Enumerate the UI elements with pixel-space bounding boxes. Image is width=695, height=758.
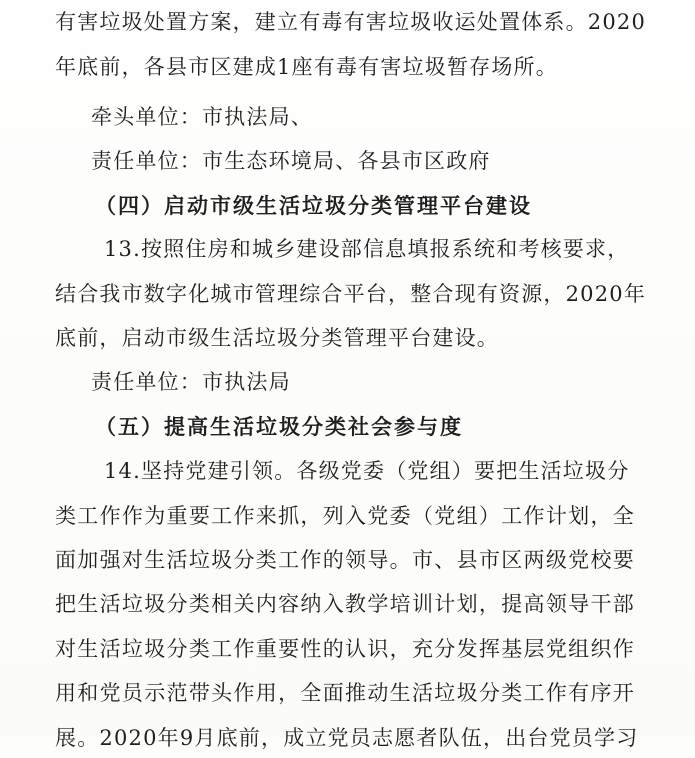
item-14-text-line: 14.坚持党建引领。各级党委（党组）要把生活垃圾分 bbox=[104, 459, 630, 483]
lead-unit-line: 牵头单位：市执法局、 bbox=[91, 105, 313, 129]
body-text-line: 类工作作为重要工作来抓，列入党委（党组）工作计划，全 bbox=[55, 504, 635, 528]
body-text-line: 面加强对生活垃圾分类工作的领导。市、县市区两级党校要 bbox=[55, 548, 635, 572]
body-text-line: 有害垃圾处置方案，建立有毒有害垃圾收运处置体系。2020 bbox=[55, 10, 647, 34]
body-text-line: 展。2020年9月底前，成立党员志愿者队伍，出台党员学习 bbox=[55, 726, 639, 750]
responsible-unit-line: 责任单位：市执法局 bbox=[91, 370, 291, 394]
section-heading-five: （五）提高生活垃圾分类社会参与度 bbox=[95, 415, 463, 439]
body-text-line: 结合我市数字化城市管理综合平台，整合现有资源，2020年 bbox=[55, 282, 647, 306]
item-13-text-line: 13.按照住房和城乡建设部信息填报系统和考核要求， bbox=[104, 237, 630, 261]
body-text-line: 对生活垃圾分类工作重要性的认识，充分发挥基层党组织作 bbox=[55, 637, 635, 661]
section-heading-four: （四）启动市级生活垃圾分类管理平台建设 bbox=[95, 194, 532, 218]
body-text-line: 底前，启动市级生活垃圾分类管理平台建设。 bbox=[55, 326, 499, 350]
body-text-line: 年底前，各县市区建成1座有毒有害垃圾暂存场所。 bbox=[55, 55, 558, 79]
responsible-unit-line: 责任单位：市生态环境局、各县市区政府 bbox=[91, 149, 491, 173]
body-text-line: 把生活垃圾分类相关内容纳入教学培训计划，提高领导干部 bbox=[55, 592, 635, 616]
body-text-line: 用和党员示范带头作用，全面推动生活垃圾分类工作有序开 bbox=[55, 681, 635, 705]
